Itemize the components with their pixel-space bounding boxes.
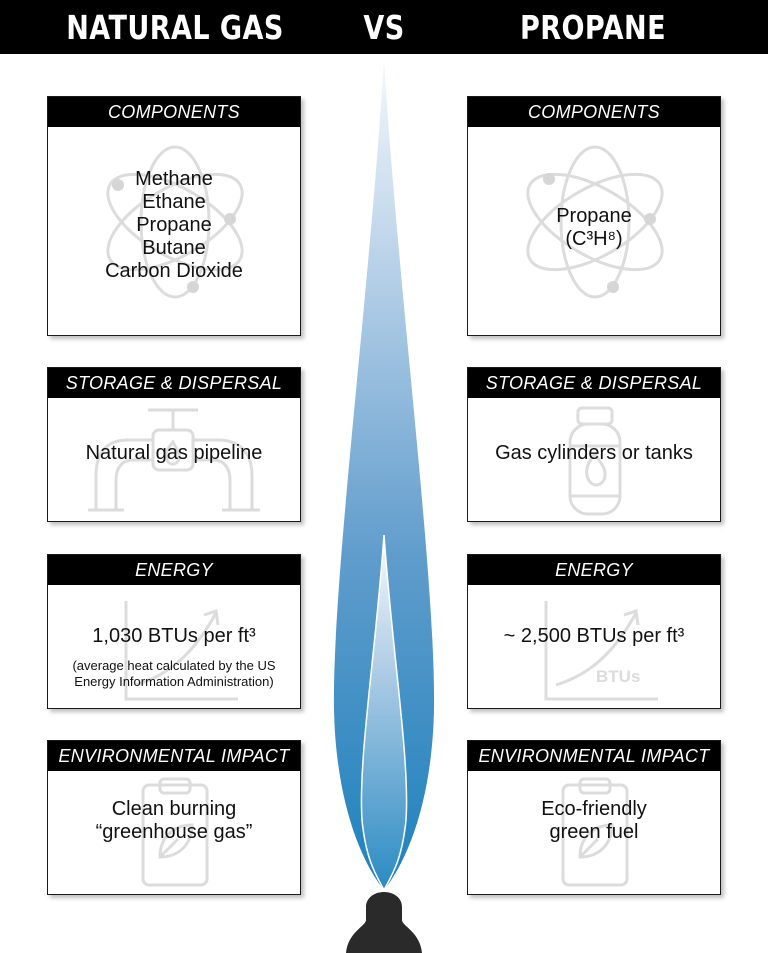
components-list [48,168,300,283]
card-title: ENVIRONMENTAL IMPACT [48,741,300,771]
versus-heading: VS [363,8,405,47]
environment-line2: green fuel [549,821,639,843]
card-title: STORAGE & DISPERSAL [468,368,720,398]
component-butane: Butane [142,237,206,259]
component-carbon-dioxide: Carbon Dioxide [105,260,243,282]
chemical-formula: (C³H⁸) [565,228,623,250]
energy-note [48,658,300,690]
natural-gas-energy-card [47,554,301,709]
card-title: ENERGY [468,555,720,585]
card-title: COMPONENTS [468,97,720,127]
storage-text: Gas cylinders or tanks [495,442,693,464]
component-methane: Methane [135,168,213,190]
natural-gas-storage-card [47,367,301,522]
environment-line1: Eco-friendly [541,798,647,820]
card-title: COMPONENTS [48,97,300,127]
environment-text [468,798,720,844]
card-title: ENVIRONMENTAL IMPACT [468,741,720,771]
energy-note-line2: Energy Information Administration) [74,674,274,689]
component-propane: Propane [556,205,632,227]
environment-text [48,798,300,844]
propane-environment-card [467,740,721,895]
energy-value: ~ 2,500 BTUs per ft³ [503,625,685,647]
natural-gas-heading: NATURAL GAS [66,8,284,47]
propane-components-card [467,96,721,336]
card-title: STORAGE & DISPERSAL [48,368,300,398]
propane-storage-card [467,367,721,522]
natural-gas-environment-card [47,740,301,895]
flame-icon [330,60,438,953]
environment-line1: Clean burning [111,798,237,820]
propane-heading: PROPANE [520,8,666,47]
natural-gas-components-card [47,96,301,336]
component-propane: Propane [136,214,212,236]
propane-formula [468,205,720,251]
component-ethane: Ethane [142,191,206,213]
header-bar [0,0,768,54]
storage-text: Natural gas pipeline [85,442,263,464]
btus-chart-label: BTUs [596,667,641,686]
energy-value: 1,030 BTUs per ft³ [92,625,256,647]
propane-energy-card [467,554,721,709]
card-title: ENERGY [48,555,300,585]
energy-note-line1: (average heat calculated by the US [72,658,276,673]
environment-line2: “greenhouse gas” [95,821,253,843]
